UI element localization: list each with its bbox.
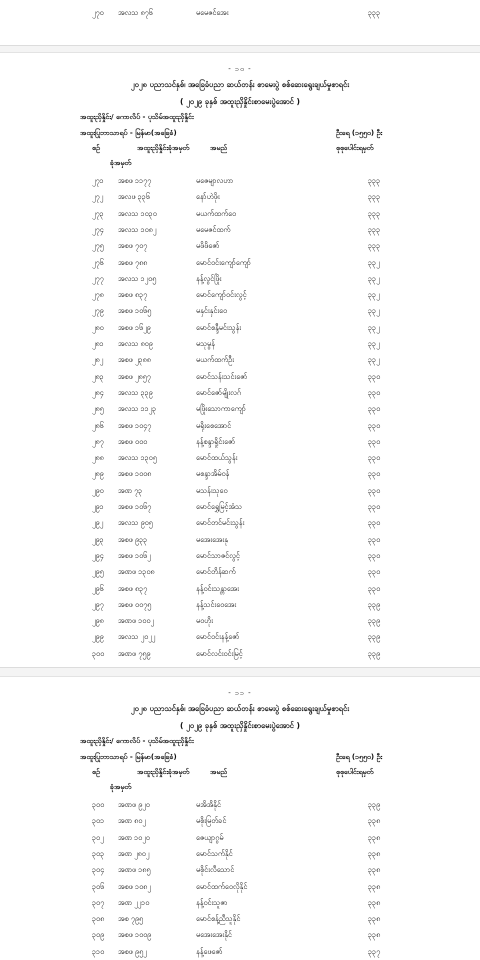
total-marks: ၃၃၂: [368, 355, 380, 365]
total-marks: ၃၃၈: [368, 930, 381, 940]
document-subtitle: ( ၂၀၂၉ ခုနှစ် အထူးညှိနှိုင်းစာမေးပွဲအောင် ): [180, 97, 300, 106]
subject-label: အထူးပြုဘာသာရပ် - မြန်မာ(အခြေခံ): [80, 129, 177, 137]
column-header-marks: စုစုပေါင်းရမှတ်: [336, 768, 374, 776]
total-marks: ၃၃၇: [368, 946, 381, 956]
student-name: မောင်သန်းသင်းဇော်: [196, 371, 248, 381]
table-row: [0, 386, 480, 399]
row-number: ၂၉၃: [92, 534, 104, 544]
registration-number: အစဖ ၁၆၂၉: [118, 322, 151, 332]
student-name: မဖိဖိဇော်: [196, 241, 220, 251]
row-number: ၃၀၁: [92, 816, 105, 826]
table-row: [0, 533, 480, 546]
registration-number: အဏဖ ၇၅၉: [118, 648, 151, 658]
row-number: ၃၀၄: [92, 865, 105, 875]
registration-number: အလသ ၁၁၂၃: [118, 404, 157, 414]
registration-number: အစဖ ၁၀၀၈: [118, 469, 152, 479]
row-number: ၂၈၈: [92, 453, 104, 463]
table-row: [0, 239, 480, 252]
row-number: ၂၈၀: [92, 322, 104, 332]
registration-number: အဏဖ ၁၈၅: [118, 865, 151, 875]
student-name: မဖြိုးသောကာကျော်: [196, 404, 246, 414]
student-name: မောင်ထယ်သွန်း: [196, 453, 238, 463]
registration-number: အလသ ၉၀၅: [118, 518, 153, 528]
row-number: ၂၇၃: [92, 208, 104, 218]
student-name: မမေဇင်ထက်: [196, 224, 231, 234]
student-name: မသုမွန်: [196, 339, 215, 348]
table-row: [0, 549, 480, 562]
row-number: ၃၀၃: [92, 848, 105, 858]
table-row: [0, 435, 480, 448]
row-number: ၂၈၂: [92, 355, 104, 365]
column-header-no: စဉ်: [92, 144, 100, 152]
student-name: နန့်လွင်ဖြိုး: [196, 273, 222, 283]
table-row: [0, 896, 480, 909]
student-name: မောင်ဝင်းကျော်ကျော်: [196, 257, 251, 267]
student-name: မောင်ဝင်းနန့်ဇော်: [196, 632, 240, 642]
table-row: [0, 831, 480, 844]
table-row: [0, 598, 480, 611]
table-row: [0, 370, 480, 383]
count-label: ဦးရေ (၁၅၅၀) ဦး: [336, 753, 383, 761]
total-marks: ၃၃၀: [368, 436, 381, 446]
table-row: [0, 353, 480, 366]
table-row: [0, 337, 480, 350]
table-row: [0, 419, 480, 432]
total-marks: ၃၃၂: [368, 257, 380, 267]
table-row: [0, 190, 480, 203]
table-row: [0, 565, 480, 578]
row-number: ၂၇၄: [92, 224, 104, 234]
total-marks: ၃၃၂: [368, 290, 380, 300]
column-header-no: စဉ်: [92, 768, 100, 776]
row-number: ၂၈၆: [92, 420, 104, 430]
total-marks: ၃၃၉: [368, 648, 381, 658]
registration-number: အဏ ၂၂၁၀: [118, 897, 150, 907]
total-marks: ၃၃၀: [368, 583, 381, 593]
subject-label: အထူးပြုဘာသာရပ် - မြန်မာ(အခြေခံ): [80, 753, 177, 761]
table-row: [0, 321, 480, 334]
student-name: နန့်ဝင်းသူဇာ: [196, 897, 228, 907]
total-marks: ၃၃၀: [368, 502, 381, 511]
student-name: မအေးအေးနိုင်: [196, 930, 232, 940]
student-name: နန့်ဖေဇော်: [196, 946, 223, 956]
table-row: [0, 500, 480, 513]
total-marks: ၃၃၂: [368, 306, 380, 316]
total-marks: ၃၃၂: [368, 273, 380, 283]
row-number: ၃၀၇: [92, 897, 105, 907]
row-number: ၃၀၀: [92, 648, 105, 658]
table-row: [0, 272, 480, 285]
student-name: မောင်သာဇင်လွင့်: [196, 550, 240, 560]
row-number: ၂၈၇: [92, 436, 104, 446]
column-header-name: အမည်: [210, 768, 228, 776]
row-number: ၃၀၀: [92, 800, 105, 809]
registration-number: အစဖ ၁၀၆၇: [118, 502, 152, 511]
row-number: ၂၇၈: [92, 290, 104, 300]
row-number: ၂၈၄: [92, 387, 104, 397]
registration-number: အလဖ ၃၃၆: [118, 192, 150, 202]
total-marks: ၃၃၉: [368, 599, 381, 609]
row-number: ၂၇၉: [92, 306, 104, 316]
total-marks: ၃၃၃: [368, 241, 381, 251]
total-marks: ၃၃၉: [368, 616, 381, 626]
total-marks: ၃၃၈: [368, 832, 381, 842]
total-marks: ၃၃၈: [368, 865, 381, 875]
document-page-10: [0, 52, 480, 668]
row-number: ၂၈၉: [92, 469, 104, 479]
row-number: ၃၀၆: [92, 881, 105, 891]
registration-number: အစဖ ၉၅၂: [118, 946, 147, 956]
registration-number: အစဖ ၈၃၇: [118, 290, 148, 300]
total-marks: ၃၃၀: [368, 534, 381, 544]
row-number: ၂၉၇: [92, 599, 104, 609]
total-marks: ၃၃၀: [368, 420, 381, 430]
total-marks: ၃၃၀: [368, 550, 381, 560]
total-marks: ၃၃၃: [368, 192, 381, 202]
previous-page-strip: [0, 0, 480, 46]
page-number: - ၁၀ -: [228, 65, 252, 73]
student-name: နော်ဟဲဖိုး: [196, 192, 220, 202]
row-number: ၂၉၀: [92, 485, 104, 495]
registration-number: အလသ ၈၀၉: [118, 339, 153, 348]
total-marks: ၃၃၀: [368, 404, 381, 414]
column-header-seat: ခုံအမှတ်: [110, 783, 132, 791]
total-marks: ၃၃၀: [368, 387, 381, 397]
total-marks: ၃၃၉: [368, 632, 381, 642]
total-marks: ၃၃၃: [368, 208, 381, 218]
row-number: ၂၈၁: [92, 339, 104, 348]
count-label: ဦးရေ (၁၅၅၀) ဦး: [336, 129, 383, 137]
student-name: မောင်ကျော်ဝင်းလွင့်: [196, 290, 247, 300]
table-row: [0, 304, 480, 317]
registration-number: အစဖ ၀၀၀: [118, 436, 148, 446]
registration-number: အလသ ၁၂၀၅: [118, 273, 157, 283]
registration-number: အစ ၇၉၅: [118, 914, 144, 924]
student-name: မောင်လင်းဝင်းမြင့်: [196, 648, 243, 658]
page-number: - ၁၁ -: [228, 689, 252, 697]
total-marks: ၃၃၃: [368, 8, 381, 17]
table-row: [0, 582, 480, 595]
registration-number: အစဖ ၁၀၆၂: [118, 550, 151, 560]
table-row: [0, 402, 480, 415]
registration-number: အစဖ ၇၈၈: [118, 257, 148, 267]
row-number: ၃၀၂: [92, 832, 104, 842]
total-marks: ၃၃၃: [368, 176, 381, 185]
student-name: နန့်ဝင်းသန္တာအေး: [196, 583, 239, 593]
column-header-reg: အထူးညှိနှိုင်းခုံအမှတ်: [137, 768, 190, 776]
row-number: ၂၉၈: [92, 616, 104, 626]
total-marks: ၃၃၂: [368, 322, 380, 332]
document-subtitle: ( ၂၀၂၉ ခုနှစ် အထူးညှိနှိုင်းစာမေးပွဲအောင် ): [180, 721, 300, 730]
student-name: မောင်တင်မင်းသွန်း: [196, 518, 245, 528]
total-marks: ၃၃၀: [368, 518, 381, 528]
table-row: [0, 174, 480, 187]
student-name: မောင်ရွှေမြင့်အံသ: [196, 502, 242, 511]
total-marks: ၃၃၈: [368, 914, 381, 924]
table-row: [0, 647, 480, 660]
table-row: [0, 945, 480, 958]
student-name: ဇေယျာဂွမ်: [196, 832, 224, 842]
office-label: အထူးညှိနှိုင်း/ ကောလိပ် - ပုသိမ်အထူးညှိနှိုင်း: [80, 737, 194, 745]
row-number: ၃၀၉: [92, 930, 105, 940]
table-row: [0, 6, 480, 19]
row-number: ၂၇၁: [92, 176, 104, 185]
student-name: နန့်သင်းဝေအေး: [196, 599, 237, 609]
student-name: မသန်းသုဝေ: [196, 485, 228, 495]
document-title: ၂၀၂၈ ပညာသင်နှစ်၊ အခြေခံပညာ ဆယ်တန်း စာမေးပွဲ စစ်ဆေးရွေးချယ်မှုစာရင်း: [130, 704, 350, 713]
total-marks: ၃၃၂: [368, 339, 380, 348]
row-number: ၃၀၈: [92, 914, 105, 924]
registration-number: အဏဖ ၉၂၀: [118, 800, 150, 809]
registration-number: အလသ ၂၀၂၂: [118, 632, 156, 642]
registration-number: အလသ ၃၃၉: [118, 387, 153, 397]
student-name: မအေးအေးနု: [196, 534, 228, 544]
registration-number: အလသ ၁၀၃၀: [118, 208, 157, 218]
student-name: မရိုးစေအောင်: [196, 420, 232, 430]
row-number: ၂၇၀: [92, 8, 104, 17]
student-name: မောင်စန္ဒီမင်းသွန်း: [196, 322, 242, 332]
table-row: [0, 863, 480, 876]
registration-number: အဏဖ ၁၀၀၂: [118, 616, 154, 626]
total-marks: ၃၃၀: [368, 567, 381, 577]
registration-number: အစဖ ၁၀၀၉: [118, 930, 152, 940]
document-title: ၂၀၂၈ ပညာသင်နှစ်၊ အခြေခံပညာ ဆယ်တန်း စာမေးပွဲ စစ်ဆေးရွေးချယ်မှုစာရင်း: [130, 80, 350, 89]
row-number: ၂၉၆: [92, 583, 104, 593]
registration-number: အဏ ၇၃: [118, 485, 143, 495]
table-row: [0, 467, 480, 480]
row-number: ၂၉၂: [92, 518, 104, 528]
table-row: [0, 207, 480, 220]
row-number: ၃၁၀: [92, 946, 105, 956]
table-row: [0, 223, 480, 236]
student-name: မစိုးမြတ်ခင်: [196, 816, 227, 826]
total-marks: ၃၃၀: [368, 485, 381, 495]
row-number: ၂၈၃: [92, 371, 104, 381]
total-marks: ၃၃၃: [368, 224, 381, 234]
registration-number: အလသ ၁၃၀၅: [118, 453, 157, 463]
table-row: [0, 928, 480, 941]
student-name: မအိအိနိုင်: [196, 800, 222, 809]
table-row: [0, 847, 480, 860]
total-marks: ၃၃၀: [368, 469, 381, 479]
registration-number: အဏ ၁၀၂၀: [118, 832, 150, 842]
student-name: မစန္ဒာအိမ်ဝန်: [196, 469, 230, 479]
student-name: မဇေမျာလဟာ: [196, 176, 234, 185]
table-row: [0, 288, 480, 301]
row-number: ၂၉၄: [92, 550, 104, 560]
registration-number: အစဖ ၁၀၆၅: [118, 306, 152, 316]
table-row: [0, 880, 480, 893]
student-name: မယက်ထက်ဝေ: [196, 208, 237, 218]
student-name: မနှင်းနှင်းဝေ: [196, 306, 228, 316]
registration-number: အစဖ ၂၃၈၈: [118, 355, 151, 365]
column-header-reg: အထူးညှိနှိုင်းခုံအမှတ်: [137, 144, 190, 152]
table-row: [0, 798, 480, 811]
table-row: [0, 451, 480, 464]
total-marks: ၃၃၈: [368, 816, 381, 826]
total-marks: ၃၃၈: [368, 848, 381, 858]
registration-number: အစဖ ၇၀၇: [118, 241, 148, 251]
student-name: မောင်ထက်ဝေလိုနိုင်: [196, 881, 248, 891]
registration-number: အစဖ ၁၀၈၂: [118, 881, 151, 891]
table-row: [0, 516, 480, 529]
registration-number: အစဖ ၂၈၅၇: [118, 371, 151, 381]
total-marks: ၃၃၈: [368, 881, 381, 891]
total-marks: ၃၃၈: [368, 897, 381, 907]
row-number: ၂၇၂: [92, 192, 104, 202]
column-header-seat: ခုံအမှတ်: [110, 159, 132, 167]
registration-number: အစဖ ၀၀၇၅: [118, 599, 152, 609]
student-name: မောင်တိန်ဆက်: [196, 567, 236, 577]
registration-number: အဏဖ ၁၃၀၈: [118, 567, 155, 577]
registration-number: အဏ ၈၀၂: [118, 816, 146, 826]
table-row: [0, 630, 480, 643]
total-marks: ၃၃၉: [368, 800, 381, 809]
registration-number: အစဖ ၁၀၄၇: [118, 420, 152, 430]
student-name: မစိုင်းလီသောင်: [196, 865, 235, 875]
registration-number: အဏ ၂၈၀၂: [118, 848, 150, 858]
table-row: [0, 484, 480, 497]
total-marks: ၃၃၀: [368, 371, 381, 381]
column-header-name: အမည်: [210, 144, 228, 152]
row-number: ၂၉၅: [92, 567, 104, 577]
office-label: အထူးညှိနှိုင်း/ ကောလိပ် - ပုသိမ်အထူးညှိနှိုင်း: [80, 113, 194, 121]
total-marks: ၃၃၀: [368, 453, 381, 463]
student-name: မောင်သက်နိုင်: [196, 848, 233, 858]
document-page-11: [0, 676, 480, 960]
row-number: ၂၇၅: [92, 241, 104, 251]
row-number: ၂၉၉: [92, 632, 104, 642]
column-header-marks: စုစုပေါင်းရမှတ်: [336, 144, 374, 152]
student-name: မဝဟိုး: [196, 616, 214, 626]
table-row: [0, 614, 480, 627]
registration-number: အစဖ ၁၁၇၇: [118, 176, 152, 185]
registration-number: အလသ ၈၇၆: [118, 8, 153, 17]
student-name: နန့်စန္ဒာရှိုင်းဇော်: [196, 436, 236, 446]
student-name: မယက်ထက်ဦး: [196, 355, 234, 365]
registration-number: အစဖ ၈၃၇: [118, 583, 148, 593]
registration-number: အစဖ ၉၃၃: [118, 534, 148, 544]
row-number: ၂၇၇: [92, 273, 104, 283]
row-number: ၂၇၆: [92, 257, 104, 267]
table-row: [0, 912, 480, 925]
student-name: မမေဇင်အေး: [196, 8, 229, 17]
student-name: မောင်ဇော်မျိုးလဂ်: [196, 387, 242, 397]
registration-number: အလသ ၁၀၈၂: [118, 224, 157, 234]
table-row: [0, 256, 480, 269]
row-number: ၂၈၅: [92, 404, 104, 414]
table-row: [0, 814, 480, 827]
row-number: ၂၉၁: [92, 502, 104, 511]
student-name: မောင်စန့်ညီသူနိုင်: [196, 914, 241, 924]
